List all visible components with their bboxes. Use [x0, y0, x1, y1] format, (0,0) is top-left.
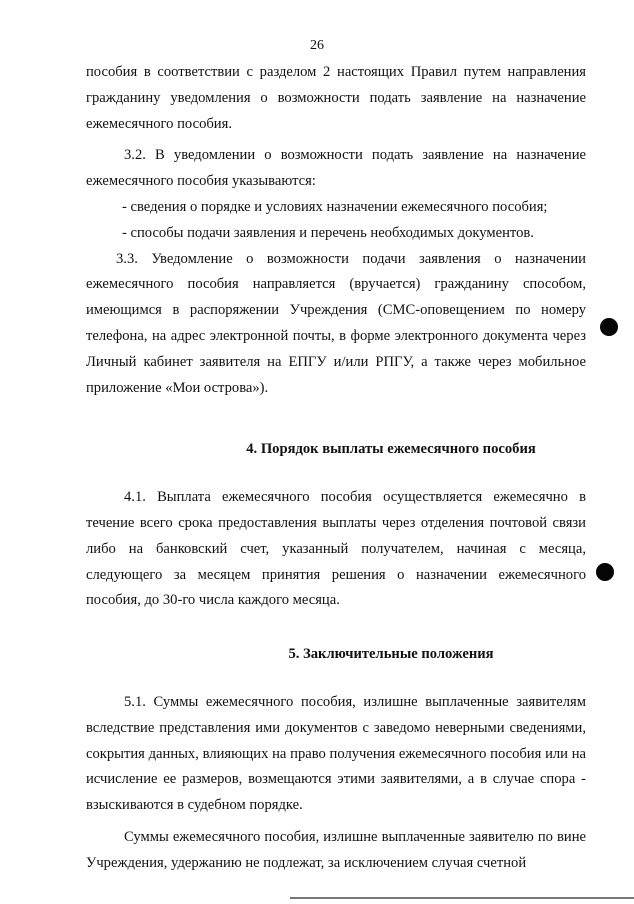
page-number: 26 [310, 38, 324, 53]
paragraph-4-1: 4.1. Выплата ежемесячного пособия осуществляется ежемесячно в течение всего срока предоставления выплаты через отделения почтовой связи либо на банковский счет, указанный получателем, начиная с месяца, следующего за месяцем принятия решения о назначении ежемесячного пособия, до 30-го числа каждого месяца. [86, 489, 586, 609]
section-heading-5: 5. Заключительные положения [288, 646, 494, 663]
list-item-methods: - способы подачи заявления и перечень необходимых документов. [122, 224, 534, 241]
punch-hole-mark [596, 563, 614, 581]
paragraph-continuation: пособия в соответствии с разделом 2 настоящих Правил путем направления гражданину уведомления о возможности подать заявление на назначение ежемесячного пособия. [86, 64, 586, 132]
section-heading-4: 4. Порядок выплаты ежемесячного пособия [246, 441, 536, 458]
scan-edge-line [290, 897, 634, 899]
paragraph-3-2: 3.2. В уведомлении о возможности подать заявление на назначение ежемесячного пособия указываются: [86, 147, 586, 190]
punch-hole-mark [600, 318, 618, 336]
list-item-procedure: - сведения о порядке и условиях назначении ежемесячного пособия; [122, 198, 548, 215]
paragraph-3-3: 3.3. Уведомление о возможности подачи заявления о назначении ежемесячного пособия направляется (вручается) гражданину способом, имеющимся в распоряжении Учреждения (СМС-оповещением по номеру телефона, на адрес электронной почты, в форме электронного документа через Личный кабинет заявителя на ЕПГУ и/или РПГУ, а также через мобильное приложение «Мои острова»). [86, 250, 586, 396]
document-body [86, 60, 586, 877]
paragraph-5-1: 5.1. Суммы ежемесячного пособия, излишне выплаченные заявителям вследствие представления ими документов с заведомо неверными сведениями, сокрытия данных, влияющих на право получения ежемесячного пособия или на исчисление ее размеров, возмещаются этими заявителями, а в случае спора - взыскиваются в судебном порядке. [86, 693, 586, 814]
paragraph-5-last: Суммы ежемесячного пособия, излишне выплаченные заявителю по вине Учреждения, удержанию не подлежат, за исключением случая счетной [86, 828, 586, 871]
